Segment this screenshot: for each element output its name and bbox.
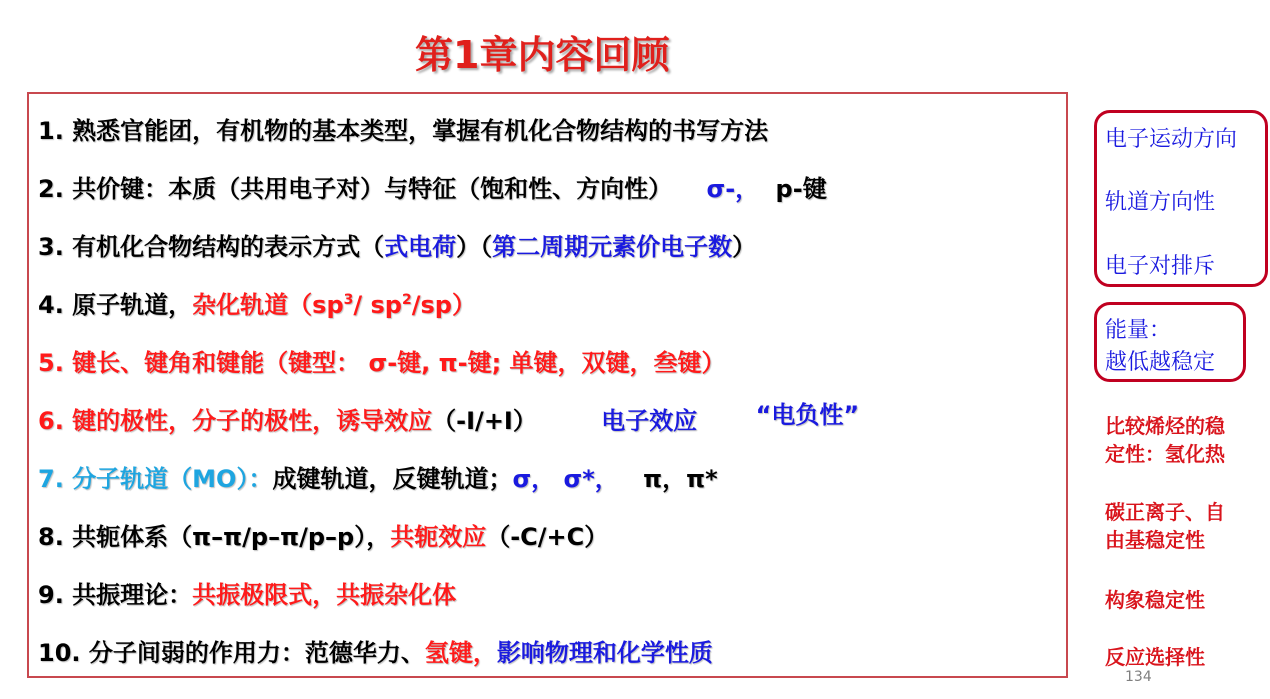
sigma-bond-label: σ-， — [706, 175, 760, 203]
sigma-orbitals: σ， σ*， — [512, 465, 619, 493]
hydrogen-bond-label: 氢键， — [424, 639, 497, 667]
line-2-text: 2. 共价键：本质（共用电子对）与特征（饱和性、方向性） — [38, 175, 673, 203]
bonding-orbitals: 成键轨道，反键轨道； — [272, 465, 513, 493]
side-orbital-direction: 轨道方向性 — [1105, 190, 1216, 215]
line-3 — [38, 232, 756, 262]
main-content-box — [27, 92, 1068, 678]
line-7-text: 7. 分子轨道（MO）： — [38, 465, 273, 493]
sp-end: /sp） — [411, 291, 476, 319]
sup-2: 2 — [401, 292, 412, 308]
electronegativity-label: “电负性” — [755, 401, 860, 429]
line-2 — [38, 174, 827, 204]
side-alkene-stability-1: 比较烯烃的稳 — [1105, 414, 1225, 438]
p-bond-label: p-键 — [775, 175, 827, 203]
side-lower-stable: 越低越稳定 — [1105, 350, 1216, 375]
line-5-text: 5. 键长、键角和键能（键型： — [38, 349, 361, 377]
sp-text: 杂化轨道（sp — [192, 291, 344, 319]
conjugation-sign: （-C/+C） — [486, 523, 609, 551]
line-5 — [38, 348, 726, 378]
line-10-text: 10. 分子间弱的作用力：范德华力、 — [38, 639, 425, 667]
side-carbocation-2: 由基稳定性 — [1105, 528, 1205, 552]
sp2-text: / sp — [353, 291, 402, 319]
pi-orbitals: π，π* — [643, 465, 718, 493]
resonance-label: 共振极限式，共振杂化体 — [192, 581, 457, 609]
line-3-text: 3. 有机化合物结构的表示方式（ — [38, 233, 385, 261]
line-9-text: 9. 共振理论： — [38, 581, 193, 609]
side-electron-repulsion: 电子对排斥 — [1105, 254, 1216, 279]
inductive-sign: （-I/+I） — [432, 407, 537, 435]
conjugation-effect-label: 共轭效应 — [390, 523, 487, 551]
line-3-close-paren: ） — [732, 233, 757, 261]
line-1-text: 1. 熟悉官能团，有机物的基本类型，掌握有机化合物结构的书写方法 — [38, 117, 769, 145]
line-6 — [38, 401, 860, 436]
side-carbocation-1: 碳正离子、自 — [1105, 500, 1225, 524]
side-electron-motion: 电子运动方向 — [1105, 127, 1238, 152]
page-title: 第1章内容回顾 — [415, 33, 670, 77]
side-alkene-stability-2: 定性：氢化热 — [1105, 442, 1225, 466]
line-1 — [38, 116, 768, 146]
line-6-text: 6. 键的极性，分子的极性，诱导效应 — [38, 407, 433, 435]
side-selectivity: 反应选择性 — [1105, 645, 1205, 669]
formal-charge-label: 式电荷 — [384, 233, 457, 261]
sup-3: 3 — [343, 292, 354, 308]
line-3-paren: ）（ — [456, 233, 493, 261]
line-10 — [38, 638, 713, 668]
bond-types: σ-键, π-键; 单键，双键，叁键） — [368, 349, 726, 377]
side-energy: 能量： — [1105, 318, 1172, 343]
line-4 — [38, 290, 476, 320]
hybrid-orbital-label — [192, 291, 476, 319]
line-8 — [38, 522, 608, 552]
line-9 — [38, 580, 456, 610]
valence-electron-label: 第二周期元素价电子数 — [492, 233, 733, 261]
line-8-text: 8. 共轭体系（π–π/p–π/p–p）， — [38, 523, 391, 551]
properties-label: 影响物理和化学性质 — [496, 639, 713, 667]
line-4-text: 4. 原子轨道， — [38, 291, 193, 319]
page-number: 134 — [1125, 669, 1152, 685]
electronic-effect-label: 电子效应 — [601, 407, 698, 435]
side-conformation: 构象稳定性 — [1105, 588, 1205, 612]
line-7 — [38, 464, 718, 494]
